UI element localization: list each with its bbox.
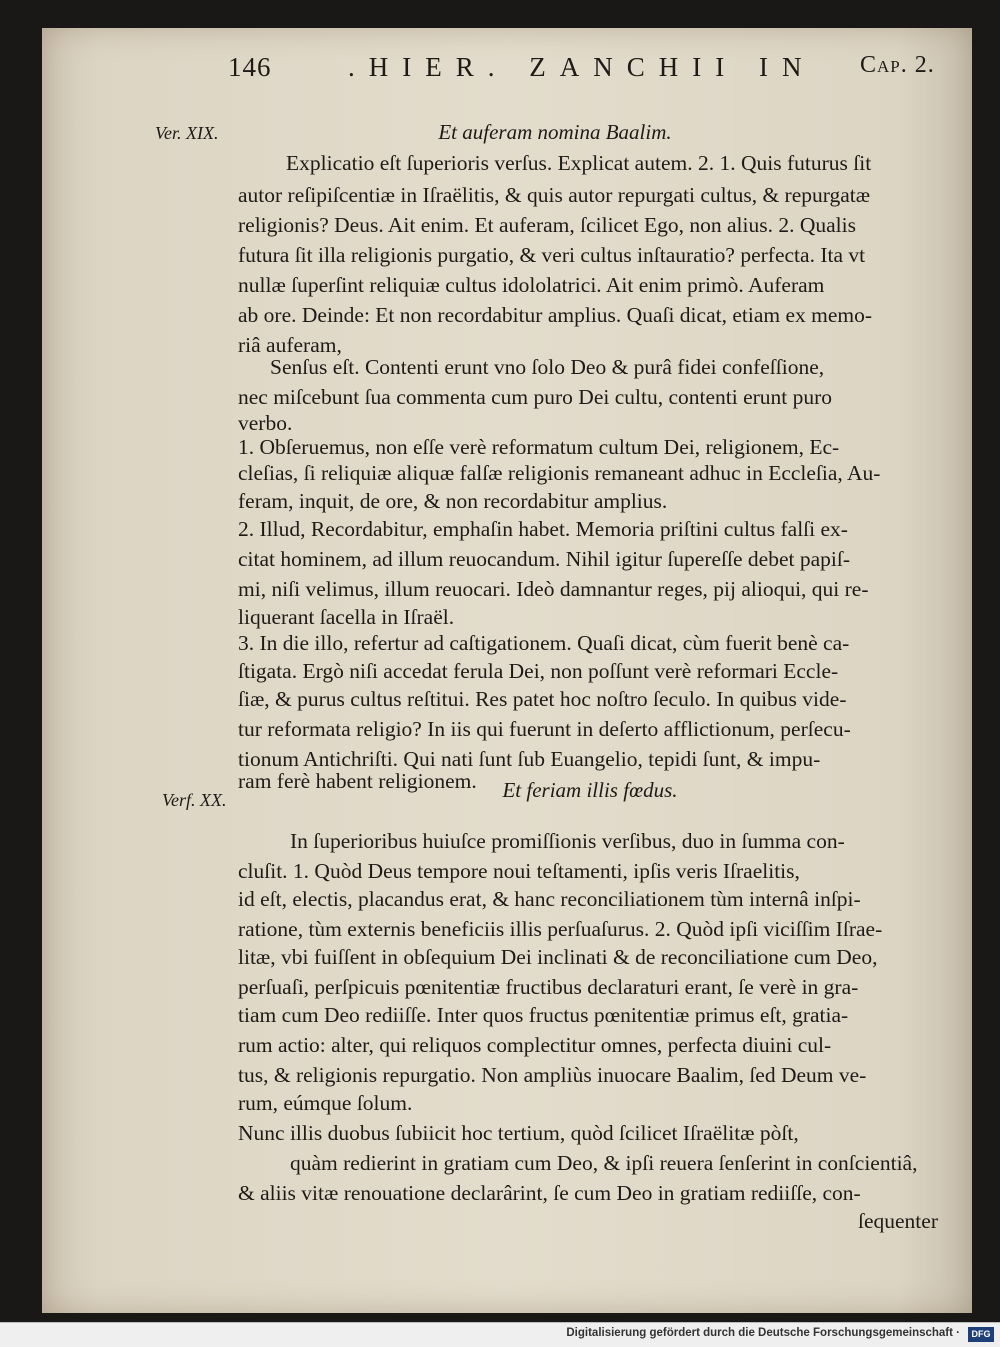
text-line: Nunc illis duobus ſubiicit hoc tertium, quòd ſcilicet Iſraëlitæ pòſt, [238, 1121, 799, 1145]
text-line: ſequenter [858, 1209, 938, 1233]
footer-bar [0, 1322, 1000, 1347]
section-heading-1: Et auferam nomina Baalim. [438, 120, 672, 144]
chapter-label: Cap. 2. [860, 52, 935, 78]
text-line: perſuaſi, perſpicuis pœnitentiæ fructibus declaraturi erant, ſe verè in gra- [238, 975, 859, 999]
text-line: id eſt, electis, placandus erat, & hanc reconciliationem tùm internâ inſpi- [238, 887, 861, 911]
text-line: tionum Antichriſti. Qui nati ſunt ſub Euangelio, tepidi ſunt, & impu- [238, 747, 821, 771]
text-line: quàm redierint in gratiam cum Deo, & ipſi reuera ſenſerint in conſcientiâ, [290, 1151, 918, 1175]
text-line: In ſuperioribus huiuſce promiſſionis verſibus, duo in ſumma con- [290, 829, 845, 853]
text-line: citat hominem, ad illum reuocandum. Nihil igitur ſupereſſe debet papiſ- [238, 547, 850, 571]
margin-note-verse-20: Verf. XX. [162, 790, 227, 810]
section-heading-2: Et feriam illis fœdus. [502, 778, 678, 802]
text-line: tus, & religionis repurgatio. Non ampliùs inuocare Baalim, ſed Deum ve- [238, 1063, 867, 1087]
text-line: 1. Obſeruemus, non eſſe verè reformatum cultum Dei, religionem, Ec- [238, 435, 840, 459]
text-line: nec miſcebunt ſua commenta cum puro Dei cultu, contenti erunt puro [238, 385, 833, 409]
footer-credit: Digitalisierung gefördert durch die Deutsche Forschungsgemeinschaft · [566, 1327, 960, 1339]
text-line: ſiæ, & purus cultus reſtitui. Res patet hoc noſtro ſeculo. In quibus vide- [238, 687, 847, 711]
text-line: Senſus eſt. Contenti erunt vno ſolo Deo & purâ fidei confeſſione, [270, 355, 825, 379]
text-line: mi, niſi velimus, illum reuocari. Ideò damnantur reges, pij alioqui, qui re- [238, 577, 869, 601]
text-line: rum actio: alter, qui reliquos complectitur omnes, perfecta diuini cul- [238, 1033, 832, 1057]
text-line: litæ, vbi fuiſſent in obſequium Dei inclinati & de reconciliatione cum Deo, [238, 945, 878, 969]
text-line: ram ferè habent religionem. [238, 769, 477, 793]
text-line: rum, eúmque ſolum. [238, 1091, 413, 1115]
text-line: verbo. [238, 411, 293, 435]
text-line: tur reformata religio? In iis qui fuerunt in deſerto afflictionum, perſecu- [238, 717, 851, 741]
text-line: futura ſit illa religionis purgatio, & veri cultus inſtauratio? perfecta. Ita vt [238, 243, 866, 267]
text-line: religionis? Deus. Ait enim. Et auferam, ſcilicet Ego, non alius. 2. Qualis [238, 213, 856, 237]
text-line: Explicatio eſt ſuperioris verſus. Explicat autem. 2. 1. Quis futurus ſit [286, 151, 872, 175]
text-line: liquerant ſacella in Iſraël. [238, 605, 455, 629]
text-line: ratione, tùm externis beneficiis illis perſuaſurus. 2. Quòd ipſi viciſſim Iſrae- [238, 917, 883, 941]
page-number: 146 [228, 52, 272, 82]
text-line: 3. In die illo, refertur ad caſtigationem. Quaſi dicat, cùm fuerit benè ca- [238, 631, 850, 655]
text-line: 2. Illud, Recordabitur, emphaſin habet. Memoria priſtini cultus falſi ex- [238, 517, 848, 541]
text-line: cluſit. 1. Quòd Deus tempore noui teſtamenti, ipſis veris Iſraelitis, [238, 859, 800, 883]
text-line: & aliis vitæ renouatione declarârint, ſe cum Deo in gratiam rediiſſe, con- [238, 1181, 861, 1205]
text-line: tiam cum Deo rediiſſe. Inter quos fructus pœnitentiæ primus eſt, gratia- [238, 1003, 849, 1027]
text-line: ab ore. Deinde: Et non recordabitur amplius. Quaſi dicat, etiam ex memo- [238, 303, 873, 327]
text-line: cleſias, ſi reliquiæ aliquæ falſæ religionis remaneant adhuc in Eccleſia, Au- [238, 461, 881, 485]
dfg-logo: DFG [968, 1327, 994, 1342]
text-line: autor reſipiſcentiæ in Iſraëlitis, & quis autor repurgati cultus, & repurgatæ [238, 183, 871, 207]
text-line: feram, inquit, de ore, & non recordabitur amplius. [238, 489, 668, 513]
margin-note-verse-19: Ver. XIX. [155, 123, 219, 143]
running-title: .HIER. ZANCHII IN [348, 52, 816, 82]
text-line: riâ auferam, [238, 333, 342, 357]
text-line: nullæ ſuperſint reliquiæ cultus idololatrici. Ait enim primò. Auferam [238, 273, 825, 297]
text-line: ſtigata. Ergò niſi accedat ferula Dei, non poſſunt verè reformari Eccle- [238, 659, 839, 683]
